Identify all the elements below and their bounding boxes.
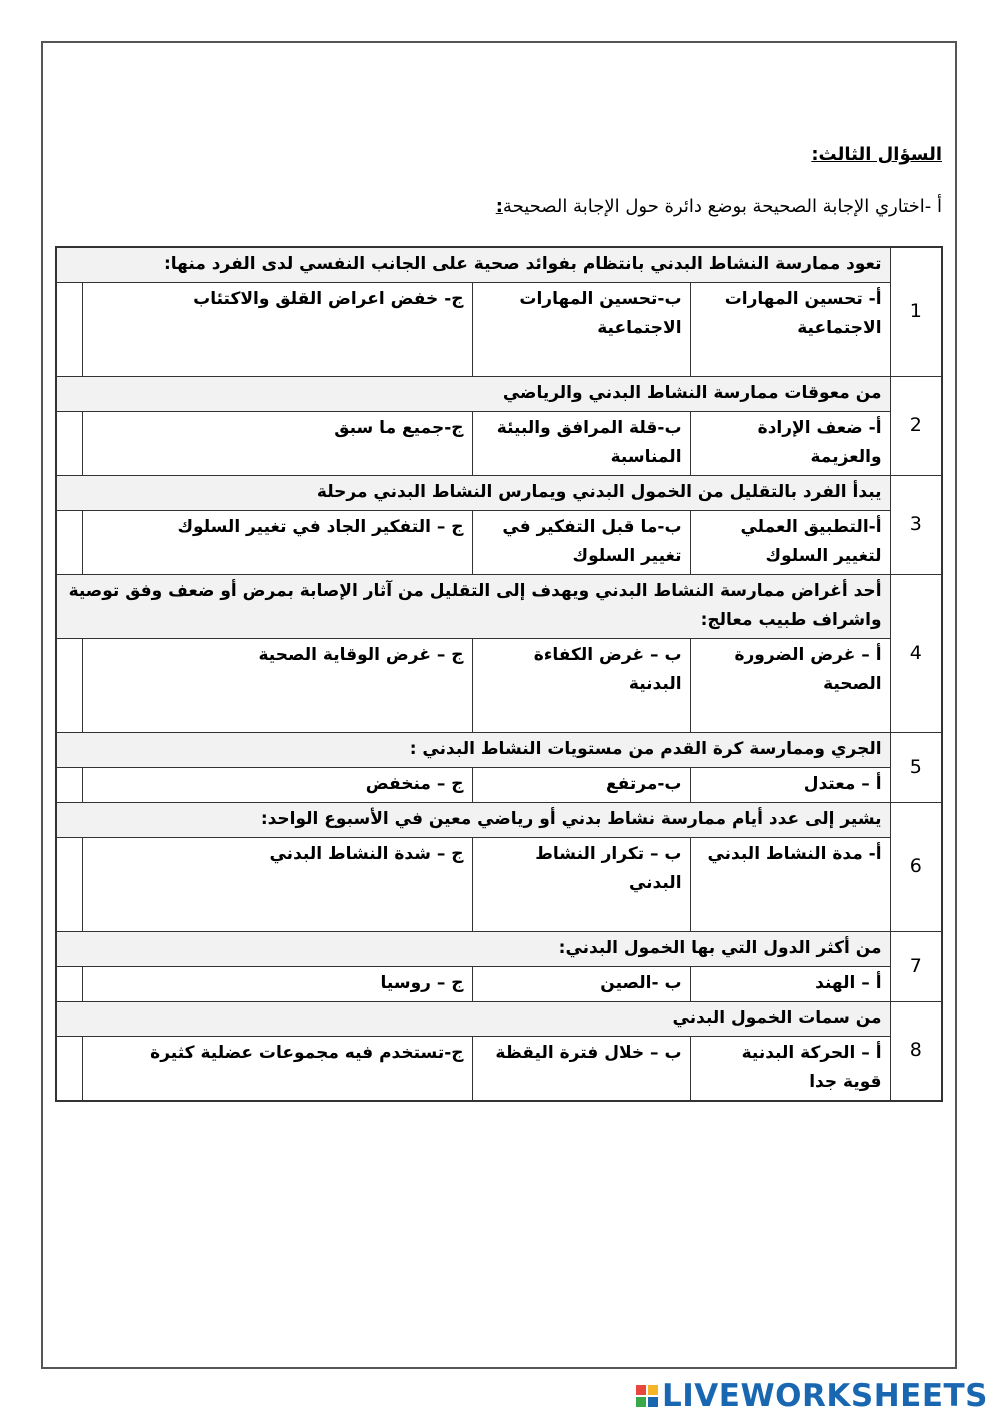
question-number: 7 (890, 932, 942, 1002)
instruction-text: أ -اختاري الإجابة الصحيحة بوضع دائرة حول الإجابة الصحيحة (502, 196, 942, 217)
question-4-options-row (56, 639, 942, 733)
option-a[interactable]: أ – الهند (690, 967, 890, 1002)
question-number: 5 (890, 733, 942, 803)
question-stem: الجري وممارسة كرة القدم من مستويات النشاط البدني : (56, 733, 890, 768)
option-b[interactable]: ب – خلال فترة اليقظة (472, 1037, 690, 1102)
option-a[interactable]: أ – الحركة البدنية قوية جدا (690, 1037, 890, 1102)
liveworksheets-logo-icon (636, 1385, 658, 1407)
question-6-stem-row (56, 803, 942, 838)
question-8-stem-row (56, 1002, 942, 1037)
option-c[interactable]: ج – غرض الوقاية الصحية (82, 639, 472, 733)
question-number: 3 (890, 476, 942, 575)
instruction-line (496, 196, 942, 217)
option-b[interactable]: ب-تحسين المهارات الاجتماعية (472, 283, 690, 377)
empty-cell (56, 1037, 82, 1102)
question-2-stem-row (56, 377, 942, 412)
question-7-options-row (56, 967, 942, 1002)
option-b[interactable]: ب – غرض الكفاءة البدنية (472, 639, 690, 733)
option-a[interactable]: أ-التطبيق العملي لتغيير السلوك (690, 511, 890, 575)
section-title: السؤال الثالث: (811, 144, 942, 165)
option-c[interactable]: ج- خفض اعراض القلق والاكتئاب (82, 283, 472, 377)
question-stem: من أكثر الدول التي بها الخمول البدني: (56, 932, 890, 967)
empty-cell (56, 283, 82, 377)
empty-cell (56, 768, 82, 803)
question-stem: تعود ممارسة النشاط البدني بانتظام بفوائد صحية على الجانب النفسي لدى الفرد منها: (56, 247, 890, 283)
option-a[interactable]: أ- ضعف الإرادة والعزيمة (690, 412, 890, 476)
option-a[interactable]: أ- تحسين المهارات الاجتماعية (690, 283, 890, 377)
option-c[interactable]: ج – التفكير الجاد في تغيير السلوك (82, 511, 472, 575)
question-2-options-row (56, 412, 942, 476)
question-stem: يشير إلى عدد أيام ممارسة نشاط بدني أو رياضي معين في الأسبوع الواحد: (56, 803, 890, 838)
question-1-stem-row (56, 247, 942, 283)
option-b[interactable]: ب-ما قبل التفكير في تغيير السلوك (472, 511, 690, 575)
question-stem: من سمات الخمول البدني (56, 1002, 890, 1037)
option-c[interactable]: ج – روسيا (82, 967, 472, 1002)
question-3-stem-row (56, 476, 942, 511)
option-a[interactable]: أ – غرض الضرورة الصحية (690, 639, 890, 733)
question-stem: يبدأ الفرد بالتقليل من الخمول البدني ويمارس النشاط البدني مرحلة (56, 476, 890, 511)
empty-cell (56, 967, 82, 1002)
question-number: 1 (890, 247, 942, 377)
question-number: 2 (890, 377, 942, 476)
option-c[interactable]: ج-جميع ما سبق (82, 412, 472, 476)
question-stem: من معوقات ممارسة النشاط البدني والرياضي (56, 377, 890, 412)
question-4-stem-row (56, 575, 942, 639)
option-a[interactable]: أ – معتدل (690, 768, 890, 803)
question-stem: أحد أغراض ممارسة النشاط البدني ويهدف إلى التقليل من آثار الإصابة بمرض أو ضعف وفق توصية واشراف طبيب معالج: (56, 575, 890, 639)
question-7-stem-row (56, 932, 942, 967)
empty-cell (56, 412, 82, 476)
option-b[interactable]: ب – تكرار النشاط البدني (472, 838, 690, 932)
option-a[interactable]: أ- مدة النشاط البدني (690, 838, 890, 932)
question-6-options-row (56, 838, 942, 932)
empty-cell (56, 639, 82, 733)
option-c[interactable]: ج – شدة النشاط البدني (82, 838, 472, 932)
option-c[interactable]: ج-تستخدم فيه مجموعات عضلية كثيرة (82, 1037, 472, 1102)
watermark-text: LIVEWORKSHEETS (662, 1378, 988, 1414)
question-number: 8 (890, 1002, 942, 1102)
option-b[interactable]: ب -الصين (472, 967, 690, 1002)
option-b[interactable]: ب-قلة المرافق والبيئة المناسبة (472, 412, 690, 476)
question-number: 6 (890, 803, 942, 932)
option-c[interactable]: ج – منخفض (82, 768, 472, 803)
empty-cell (56, 838, 82, 932)
question-8-options-row (56, 1037, 942, 1102)
instruction-colon: : (495, 196, 503, 217)
questions-table (55, 246, 943, 1102)
question-3-options-row (56, 511, 942, 575)
empty-cell (56, 511, 82, 575)
question-5-options-row (56, 768, 942, 803)
question-number: 4 (890, 575, 942, 733)
option-b[interactable]: ب-مرتفع (472, 768, 690, 803)
question-1-options-row (56, 283, 942, 377)
liveworksheets-watermark (636, 1378, 988, 1414)
question-5-stem-row (56, 733, 942, 768)
